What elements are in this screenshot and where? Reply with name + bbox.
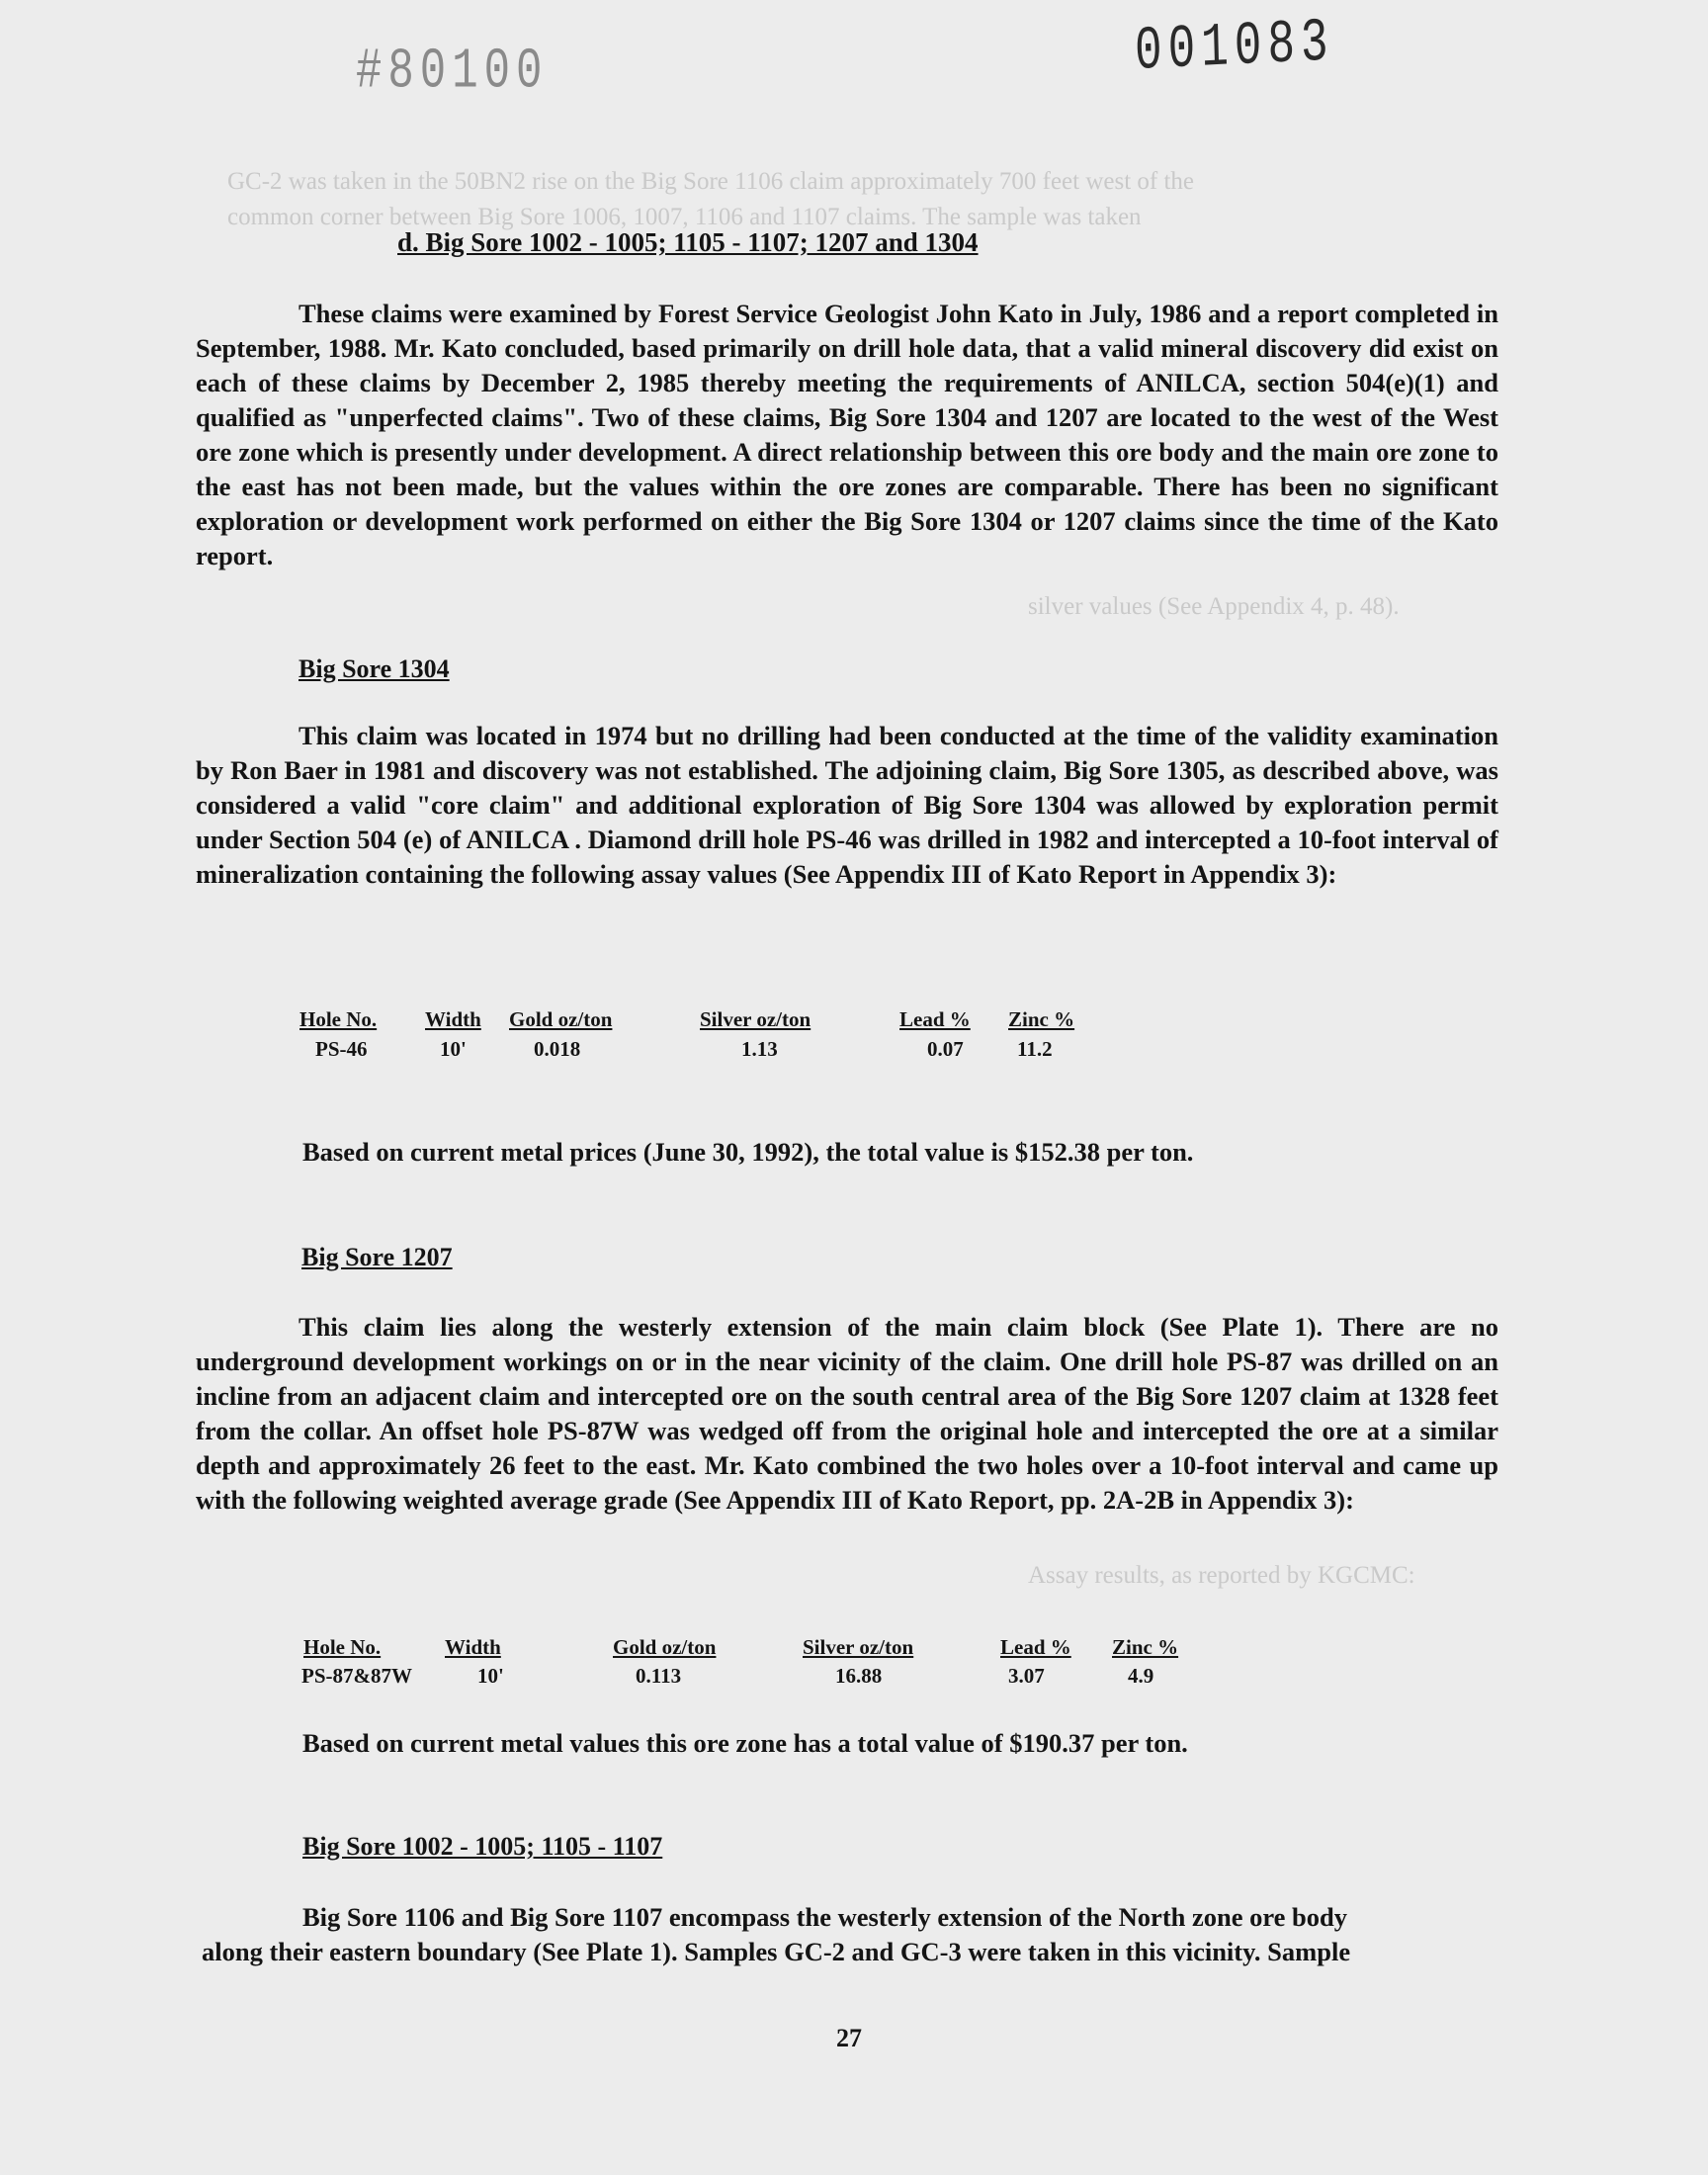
table-header-silver: Silver oz/ton <box>700 1007 811 1031</box>
table-header-zinc: Zinc % <box>1112 1635 1179 1659</box>
table-cell-lead: 3.07 <box>1008 1664 1045 1688</box>
bleed-through-text: common corner between Big Sore 1006, 1007, 1106 and 1107 claims. The sample was taken <box>227 204 1142 230</box>
table-cell-silver: 16.88 <box>835 1664 883 1688</box>
bleed-through-text: Assay results, as reported by KGCMC: <box>1028 1562 1415 1589</box>
big-sore-1304-heading: Big Sore 1304 <box>299 654 450 683</box>
table-header-lead: Lead % <box>899 1007 971 1031</box>
document-number-stamp-right: 001083 <box>1134 8 1335 87</box>
table-cell-gold: 0.018 <box>534 1037 581 1061</box>
table-cell-width: 10' <box>440 1037 467 1061</box>
page-number: 27 <box>836 2024 862 2052</box>
big-sore-1002-line-1: Big Sore 1106 and Big Sore 1107 encompass the westerly extension of the North zone ore body <box>302 1902 1348 1932</box>
intro-paragraph: These claims were examined by Forest Service Geologist John Kato in July, 1986 and a report completed in September, 1988. Mr. Kato concluded, based primarily on drill hole data, that a valid mineral discovery did exist on each of these claims by December 2, 1985 thereby meeting the requirements of ANILCA, section 504(e)(1) and qualified as "unperfected claims". Two of these claims, Big Sore 1304 and 1207 are located to the west of the West ore zone which is presently under development. A direct relationship between this ore body and the main ore zone to the east has not been made, but the values within the ore zones are comparable. There has been no significant exploration or development work performed on either the Big Sore 1304 or 1207 claims since the time of the Kato report. <box>196 299 1498 570</box>
table-header-width: Width <box>445 1635 501 1659</box>
table-header-width: Width <box>425 1007 481 1031</box>
table-cell-gold: 0.113 <box>636 1664 682 1688</box>
table-cell-zinc: 4.9 <box>1128 1664 1154 1688</box>
big-sore-1207-paragraph: This claim lies along the westerly extension of the main claim block (See Plate 1). There are no underground development workings on or in the near vicinity of the claim. One drill hole PS-87 was drilled on an incline from an adjacent claim and intercepted ore on the south central area of the Big Sore 1207 claim at 1328 feet from the collar. An offset hole PS-87W was wedged off from the original hole and intercepted the ore at a similar depth and approximately 26 feet to the east. Mr. Kato combined the two holes over a 10-foot interval and came up with the following weighted average grade (See Appendix III of Kato Report, pp. 2A-2B in Appendix 3): <box>196 1312 1498 1515</box>
table-header-gold: Gold oz/ton <box>509 1007 613 1031</box>
table-cell-lead: 0.07 <box>927 1037 964 1061</box>
table-header-silver: Silver oz/ton <box>803 1635 914 1659</box>
big-sore-1207-value: Based on current metal values this ore zone has a total value of $190.37 per ton. <box>302 1728 1188 1758</box>
big-sore-1207-heading: Big Sore 1207 <box>301 1243 453 1271</box>
section-heading: d. Big Sore 1002 - 1005; 1105 - 1107; 1207 and 1304 <box>397 227 979 257</box>
big-sore-1304-value: Based on current metal prices (June 30, 1992), the total value is $152.38 per ton. <box>302 1137 1194 1167</box>
big-sore-1002-line-2: along their eastern boundary (See Plate 1). Samples GC-2 and GC-3 were taken in this vicinity. Sample <box>202 1937 1351 1966</box>
big-sore-1304-paragraph: This claim was located in 1974 but no drilling had been conducted at the time of the validity examination by Ron Baer in 1981 and discovery was not established. The adjoining claim, Big Sore 1305, as described above, was considered a valid "core claim" and additional exploration of Big Sore 1304 was allowed by exploration permit under Section 504 (e) of ANILCA . Diamond drill hole PS-46 was drilled in 1982 and intercepted a 10-foot interval of mineralization containing the following assay values (See Appendix III of Kato Report in Appendix 3): <box>196 721 1498 889</box>
table-cell-zinc: 11.2 <box>1017 1037 1053 1061</box>
document-number-stamp-left: #80100 <box>356 40 549 105</box>
table-cell-hole-no: PS-87&87W <box>301 1664 412 1688</box>
table-header-zinc: Zinc % <box>1008 1007 1075 1031</box>
big-sore-1002-heading: Big Sore 1002 - 1005; 1105 - 1107 <box>302 1832 663 1861</box>
table-cell-silver: 1.13 <box>741 1037 778 1061</box>
bleed-through-text: silver values (See Appendix 4, p. 48). <box>1028 593 1400 620</box>
table-header-gold: Gold oz/ton <box>613 1635 717 1659</box>
table-header-hole-no: Hole No. <box>303 1635 382 1659</box>
table-header-lead: Lead % <box>1000 1635 1071 1659</box>
bleed-through-text: GC-2 was taken in the 50BN2 rise on the Big Sore 1106 claim approximately 700 feet west of the <box>227 168 1195 195</box>
table-cell-hole-no: PS-46 <box>315 1037 368 1061</box>
table-header-hole-no: Hole No. <box>299 1007 378 1031</box>
table-cell-width: 10' <box>477 1664 504 1688</box>
